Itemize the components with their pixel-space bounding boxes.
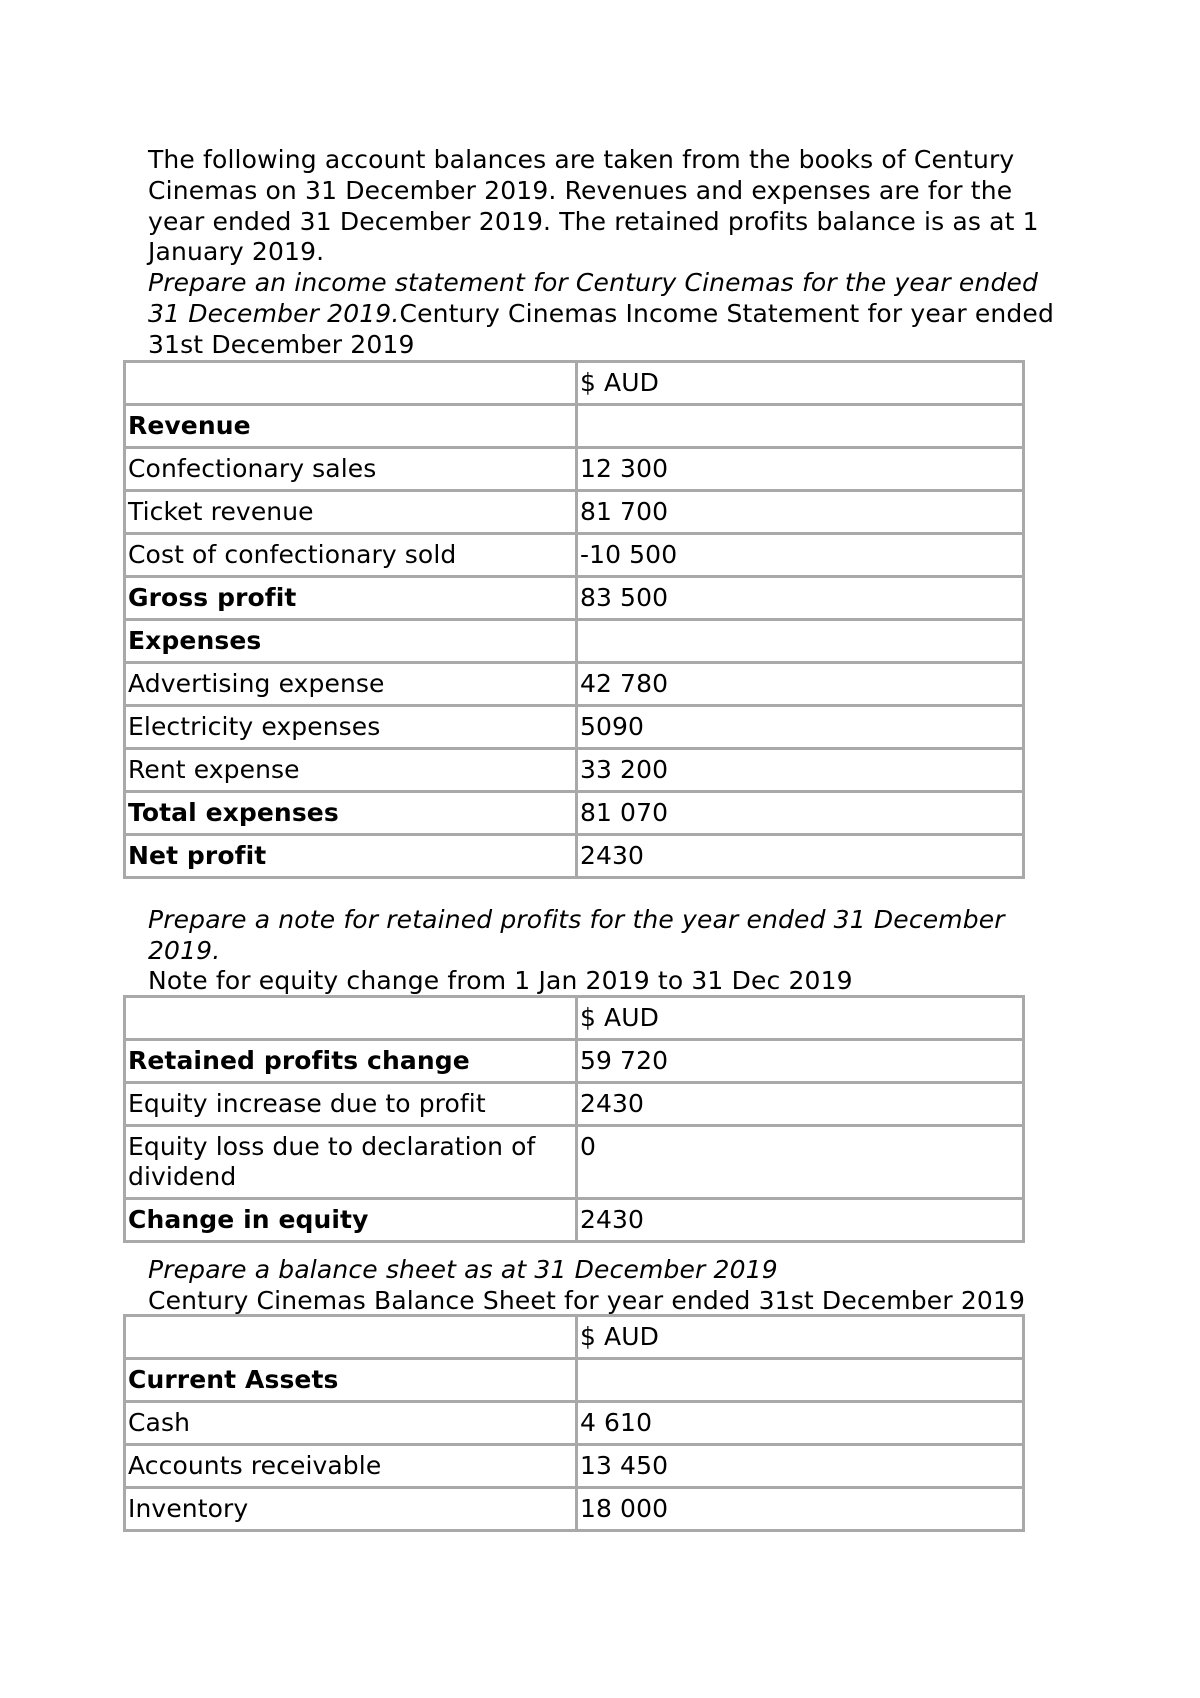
row-label-cell: Gross profit — [125, 577, 577, 620]
header-label-cell — [125, 997, 577, 1040]
row-label-cell: Advertising expense — [125, 663, 577, 706]
table-row — [125, 534, 1024, 577]
income-statement-table — [123, 360, 1025, 879]
balance-sheet-title: Century Cinemas Balance Sheet for year ended 31st December 2019 — [148, 1286, 1026, 1315]
row-value-cell: 83 500 — [577, 577, 1024, 620]
balance-sheet-body — [125, 1316, 1024, 1531]
row-label-cell: Retained profits change — [125, 1040, 577, 1083]
header-label-cell — [125, 1316, 577, 1359]
row-label-cell: Expenses — [125, 620, 577, 663]
row-value-cell: 4 610 — [577, 1402, 1024, 1445]
header-currency-cell: $ AUD — [577, 1316, 1024, 1359]
table-header-row — [125, 362, 1024, 405]
retained-profits-prompt — [148, 905, 1078, 967]
table-row — [125, 1040, 1024, 1083]
row-label-cell: Change in equity — [125, 1199, 577, 1242]
row-value-cell: 81 700 — [577, 491, 1024, 534]
row-label-cell: Net profit — [125, 835, 577, 878]
table-row — [125, 835, 1024, 878]
balance-sheet-prompt-text: Prepare a balance sheet as at 31 December 2019 — [148, 1255, 778, 1284]
intro-paragraph — [148, 145, 1068, 361]
retained-profits-title: Note for equity change from 1 Jan 2019 to 31 Dec 2019 — [148, 966, 853, 995]
header-label-cell — [125, 362, 577, 405]
table-row — [125, 577, 1024, 620]
retained-profits-prompt-text: Prepare a note for retained profits for the year ended 31 December 2019. — [148, 905, 1005, 965]
table-row — [125, 405, 1024, 448]
table-row — [125, 663, 1024, 706]
header-currency-cell: $ AUD — [577, 997, 1024, 1040]
table-row — [125, 448, 1024, 491]
header-currency-cell: $ AUD — [577, 362, 1024, 405]
table-header-row — [125, 997, 1024, 1040]
row-value-cell: 81 070 — [577, 792, 1024, 835]
row-value-cell: 12 300 — [577, 448, 1024, 491]
retained-profits-table — [123, 995, 1025, 1243]
row-label-cell: Current Assets — [125, 1359, 577, 1402]
row-value-cell: 13 450 — [577, 1445, 1024, 1488]
row-label-cell: Rent expense — [125, 749, 577, 792]
income-statement-body — [125, 362, 1024, 878]
row-label-cell: Electricity expenses — [125, 706, 577, 749]
table-row — [125, 749, 1024, 792]
row-value-cell: 5090 — [577, 706, 1024, 749]
table-row — [125, 1488, 1024, 1531]
table-row — [125, 706, 1024, 749]
row-value-cell — [577, 1359, 1024, 1402]
table-row — [125, 1083, 1024, 1126]
table-row — [125, 1445, 1024, 1488]
row-value-cell: 33 200 — [577, 749, 1024, 792]
table-row — [125, 491, 1024, 534]
row-label-cell: Ticket revenue — [125, 491, 577, 534]
row-label-cell: Cost of confectionary sold — [125, 534, 577, 577]
row-value-cell: 42 780 — [577, 663, 1024, 706]
row-label-cell: Equity increase due to profit — [125, 1083, 577, 1126]
row-value-cell: -10 500 — [577, 534, 1024, 577]
row-value-cell: 2430 — [577, 1083, 1024, 1126]
row-value-cell: 2430 — [577, 835, 1024, 878]
balance-sheet-prompt — [148, 1255, 1068, 1286]
retained-profits-body — [125, 997, 1024, 1242]
row-value-cell — [577, 620, 1024, 663]
income-statement-title: Century Cinemas Income Statement for year ended 31st December 2019 — [148, 298, 1054, 359]
row-value-cell — [577, 405, 1024, 448]
intro-text: The following account balances are taken from the books of Century Cinemas on 31 December 2019. Revenues and expenses are for the year ended 31 December 2019. The retained profits balance is as at 1 January 2019. — [148, 145, 1039, 267]
table-row — [125, 1359, 1024, 1402]
row-value-cell: 18 000 — [577, 1488, 1024, 1531]
row-value-cell: 59 720 — [577, 1040, 1024, 1083]
table-row — [125, 1199, 1024, 1242]
row-label-cell: Equity loss due to declaration of dividend — [125, 1126, 577, 1199]
row-label-cell: Accounts receivable — [125, 1445, 577, 1488]
row-value-cell: 0 — [577, 1126, 1024, 1199]
row-value-cell: 2430 — [577, 1199, 1024, 1242]
table-row — [125, 792, 1024, 835]
income-statement-prompt: Prepare an income statement for Century Cinemas for the year ended 31 December 2019. — [148, 268, 1039, 328]
table-row — [125, 620, 1024, 663]
table-row — [125, 1126, 1024, 1199]
table-row — [125, 1402, 1024, 1445]
row-label-cell: Cash — [125, 1402, 577, 1445]
row-label-cell: Inventory — [125, 1488, 577, 1531]
table-header-row — [125, 1316, 1024, 1359]
row-label-cell: Total expenses — [125, 792, 577, 835]
row-label-cell: Revenue — [125, 405, 577, 448]
row-label-cell: Confectionary sales — [125, 448, 577, 491]
balance-sheet-table — [123, 1314, 1025, 1532]
